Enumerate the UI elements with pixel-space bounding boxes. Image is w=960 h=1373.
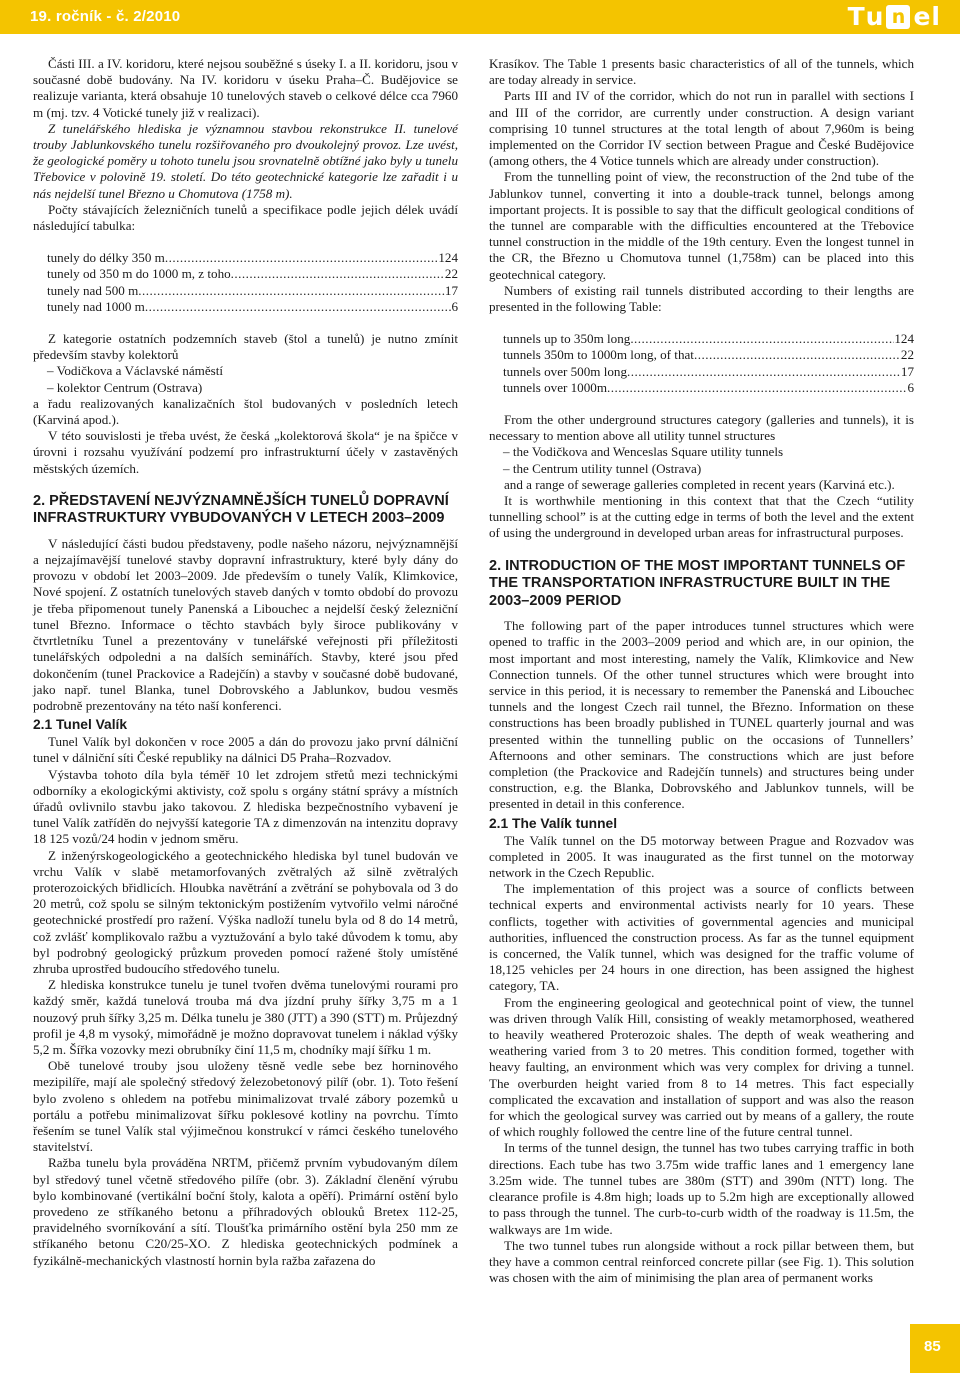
paragraph: Tunel Valík byl dokončen v roce 2005 a dán do provozu jako první dálniční tunel v dálniční síti České republiky na dálnici D5 Praha–Rozvadov. [33, 734, 458, 766]
paragraph: Z tunelářského hlediska je významnou stavbou rekonstrukce II. tunelové trouby Jablunkovského tunelu rozšiřovaného pro dvoukolejný provoz. Lze uvést, že geologické poměry u tohoto tunelu jsou srovnatelně obtížné jako byly u tunelu Třebovice v polovině 19. století. Do této geotechnické kategorie lze zařadit i u nás nejdelší tunel Březno u Chomutova (1758 m). [33, 120, 458, 201]
section-heading: 2. PŘEDSTAVENÍ NEJVÝZNAMNĚJŠÍCH TUNELŮ DOPRAVNÍ INFRASTRUKTURY VYBUDOVANÝCH V LETECH 2003–2009 [33, 492, 449, 527]
paragraph: Krasíkov. The Table 1 presents basic characteristics of all of the tunnels, which are today already in service. [489, 56, 914, 88]
paragraph: The two tunnel tubes run alongside without a rock pillar between them, but they have a common central reinforced concrete pillar (see Fig. 1). This solution was chosen with the aim of minimising the plan area of permanent works [489, 1237, 914, 1286]
table-row [47, 283, 458, 299]
paragraph: It is worthwhile mentioning in this context that that the Czech “utility tunnelling school” is at the cutting edge in terms of both the level and the extent of using the underground in developed urban areas for infrastructural purposes. [489, 493, 914, 541]
table-row [47, 299, 458, 315]
tunnel-count-table [47, 250, 458, 315]
table-label: tunely do délky 350 m [47, 250, 165, 266]
paragraph: Obě tunelové trouby jsou uloženy těsně vedle sebe bez horninového mezipilíře, mají ale společný středový železobetonový pilíř (obr. 1). Toto řešení bylo zvoleno s ohledem na potřebu minimalizovat trvalé zábory pozemků u portálu a potřebu minimalizovat šířku poklesové kotliny na povrchu. Tímto řešením se tunel Valík stal výjimečnou konstrukcí v rámci českého tunelového stavitelství. [33, 1058, 458, 1155]
table-row [503, 347, 914, 363]
page-header [0, 0, 960, 34]
table-value: 22 [444, 266, 458, 282]
list-item: – Vodičkova a Václavské náměstí [47, 363, 223, 379]
paragraph: Části III. a IV. koridoru, které nejsou souběžné s úseky I. a II. koridoru, jsou v současné době budovány. Na IV. koridoru v úseku Praha–Č. Budějovice se realizuje varianta, která obsahuje 10 tunelových staveb o celkové délce cca 7960 m (mj. tzv. 4 Votické tunely již v realizaci). [33, 56, 458, 120]
section-heading: 2. INTRODUCTION OF THE MOST IMPORTANT TUNNELS OF THE TRANSPORTATION INFRASTRUCTURE BUILT IN THE 2003–2009 PERIOD [489, 557, 906, 609]
czech-column [33, 56, 458, 1269]
paragraph: Numbers of existing rail tunnels distributed according to their lengths are presented in the following Table: [489, 282, 914, 315]
page-number: 85 [924, 1338, 941, 1355]
table-row [503, 380, 914, 396]
table-row [47, 250, 458, 266]
paragraph: The implementation of this project was a source of conflicts between technical experts and environmental activists nearly for 10 years. These conflicts, together with activities of governmental agencies and municipal authorities, influenced the construction process. As far as the tunnel equipment is concerned, the Valík tunnel, which was designed for the traffic volume of 18,125 vehicles per 24 hours in one direction, has been assigned the highest category, TA. [489, 881, 914, 994]
subsection-heading: 2.1 The Valík tunnel [489, 815, 618, 831]
table-label: tunely nad 500 m [47, 282, 139, 298]
issue-label: 19. ročník - č. 2/2010 [30, 8, 181, 25]
paragraph: Výstavba tohoto díla byla téměř 10 let zdrojem střetů mezi technickými odborníky a ekologickými aktivisty, což spolu s orgány státní správy a místních úřadů ovlivnilo stavbu jako takovou. Z hlediska bezpečnostního vybavení je tunel Valík zatříděn do nejvyšší kategorie TA z dimenzován na intenzitu dopravy 18 125 vozů/24 hodin v jednom směru. [33, 766, 458, 847]
paragraph: From the engineering geological and geotechnical point of view, the tunnel was driven through Valík Hill, consisting of weakly metamorphosed, weathered to heavily weathered Proterozoic shales. The depth of weak weathering and weathering varied from 3 to 20 metres. This condition formed, together with heavy faulting, an environment which was very complex for driving a tunnel. The overburden height varied from 8 to 14 metres. This fact especially complicated the excavation and installation of support and was also the reason for which the geological survey was carried out by means of a gallery, the route of which roughly followed the centre line of the future central tunnel. [489, 994, 914, 1140]
table-label: tunnels over 500m long [503, 363, 628, 379]
page-number-box [910, 1324, 960, 1373]
table-value: 6 [907, 379, 914, 395]
subsection-heading: 2.1 Tunel Valík [33, 717, 128, 733]
paragraph: The Valík tunnel on the D5 motorway between Prague and Rozvadov was completed in 2005. It was inaugurated as the first tunnel on the motorway network in the Czech Republic. [489, 832, 914, 881]
table-row [503, 331, 914, 347]
table-label: tunnels 350m to 1000m long, of that [503, 347, 694, 363]
logo-letter: T [847, 2, 865, 31]
paragraph: From the other underground structures category (galleries and tunnels), it is necessary to mention above all utility tunnel structures [489, 412, 914, 444]
table-value: 17 [900, 363, 914, 379]
tunnel-count-table [503, 331, 914, 396]
table-value: 124 [438, 250, 458, 266]
table-row [503, 364, 914, 380]
logo-letter: l [931, 2, 940, 31]
tunel-logo [848, 3, 940, 31]
paragraph: From the tunnelling point of view, the reconstruction of the 2nd tube of the Jablunkov tunnel, converting it into a double-track tunnel, belongs among important projects. It is possible to say that the difficult geological conditions of the tunnel are comparable with the difficulties encountered at the Třebovice tunnel construction in the middle of the 19th century. Even the longest tunnel in the CR, the Březno u Chomutova tunnel (1,758m) can be placed into this geotechnical category. [489, 169, 914, 282]
english-column [489, 56, 914, 1286]
paragraph: Z hlediska konstrukce tunelu je tunel tvořen dvěma tunelovými rourami pro každý směr, každá tunelová trouba má dva jízdní pruhy šířky 3,75 m a 1 nouzový pruh šířky 3,25 m. Délka tunelu je 380 (JTT) a 390 (STT) m. Průjezdný profil je 4,8 m vysoký, mimořádně je možno dopravovat tunelem i náklad výšky 5,2 m. Šířka vozovky mezi obrubníky činí 11,5 m, chodníky mají šířku 1 m. [33, 977, 458, 1057]
list-item: – the Vodičkova and Wenceslas Square utility tunnels [503, 444, 784, 460]
table-label: tunnels over 1000m [503, 379, 608, 395]
paragraph: Parts III and IV of the corridor, which do not run in parallel with sections I and III of the corridor, are currently under construction. A design variant comprising 10 tunnel structures at the total length of about 7,960m is being implemented on the Corridor IV section between Prague and České Budějovice (among others, the 4 Votice tunnels which are already under construction). [489, 88, 914, 169]
list-item: – kolektor Centrum (Ostrava) [47, 379, 203, 395]
table-value: 17 [444, 282, 458, 298]
table-label: tunely od 350 m do 1000 m, z toho [47, 266, 231, 282]
paragraph: V následující části budou představeny, podle našeho názoru, nejvýznamnější a nejzajímavější tunelové stavby dopravní infrastruktury, které byly dány do provozu v období let 2003–2009. Jde především o tunely Valík, Klimkovice, Nové spojení. Z ostatních tunelových staveb daných v tomto období do provozu je třeba připomenout tunely Panenská a Libouchec a nejdelší český železniční tunel Březno. Informace o těchto stavbách byly široce publikovány v čtvrtletníku Tunel a prezentovány v tunelářské veřejnosti při příležitosti tunelářských odpoledni a na dalších seminářích. Stavby, které jsou před dokončením (tunel Prackovice a Radejčín) a stavby v současné době budované, jako např. tunel Blanka, tunel Dobrovského a Jablunkov, budou vesměs podrobně prezentovány na této naší konferenci. [33, 535, 458, 713]
logo-letter: u [865, 2, 884, 31]
table-label: tunnels up to 350m long [503, 331, 631, 347]
paragraph: a řadu realizovaných kanalizačních štol budovaných v posledních letech (Karviná apod.). [33, 395, 458, 428]
table-value: 124 [894, 331, 914, 347]
paragraph: The following part of the paper introduces tunnel structures which were opened to traffic in the 2003–2009 period and which are, in our opinion, the most important and most interesting, namely the Valík, Klimkovice and New Connection tunnels. Of the other tunnel structures which were brought into service in this period, it is necessary to remember the Panenská and Libouchec tunnels and the longest Czech rail tunnel, the Březno. Information on these constructions has been broadly published in TUNEL quarterly journal and was presented within the tunnelling public on the occasions of Tunnellers’ Afternoons and other seminars. The constructions which are just before completion (the Prackovice and Radejčín tunnels) and structures being under construction, e.g. the Blanka, Dobrovského and Jablunkov tunnels, will be presented in detail in this conference. [489, 618, 914, 812]
paragraph: Počty stávajících železničních tunelů a specifikace podle jejich délek uvádí následující tabulka: [33, 201, 458, 234]
paragraph: and a range of sewerage galleries completed in recent years (Karviná etc.). [504, 476, 895, 492]
logo-letter: e [913, 2, 931, 31]
paragraph: In terms of the tunnel design, the tunnel has two tubes carrying traffic in both directions. Each tube has two 3.75m wide traffic lanes and 1 emergency lane 3.25m wide. The tunnel tubes are 380m (STT) and 390m (NTT) long. The clearance profile is 4.8m high; loads up to 5.2m high are exceptionally allowed to pass through the tunnel. The curb-to-curb width of the roadway is 11.5m, the walkways are 1m wide. [489, 1140, 914, 1237]
paragraph: Z kategorie ostatních podzemních staveb (štol a tunelů) je nutno zmínit především stavby kolektorů [33, 331, 458, 363]
table-value: 6 [451, 298, 458, 314]
table-value: 22 [900, 347, 914, 363]
list-item: – the Centrum utility tunnel (Ostrava) [503, 460, 702, 476]
logo-letter-boxed: n [886, 5, 910, 29]
paragraph: V této souvislosti je třeba uvést, že česká „kolektorová škola“ je na špičce v úrovni i rozsahu využívání podzemí pro infrastrukturní účely v zastavěných městských územích. [33, 428, 458, 476]
table-label: tunely nad 1000 m [47, 298, 145, 314]
paragraph: Ražba tunelu byla prováděna NRTM, přičemž prvním vybudovaným dílem byl středový tunel včetně středového pilíře (obr. 3). Základní členění výrubu bylo kombinované (vertikální boční štoly, kalota a opěří). Primární ostění bylo provedeno ze stříkaného betonu a příhradových oblouků Bretex 112-25, pravidelného svorníkování a sítí. Tloušťka primárního ostění byla 250 mm ze stříkaného betonu C20/25-XO. Z hlediska geotechnických podmínek a fyzikálně-mechanických vlastností hornin byla ražba zařazena do [33, 1155, 458, 1268]
paragraph: Z inženýrskogeologického a geotechnického hlediska byl tunel budován ve vrchu Valík v slabě metamorfovaných zvětralých až silně zvětralých proterozoických břidlicích. Hloubka navětrání a zvětrání se pohybovala od 3 do 20 metrů, což spolu se silným tektonickým postižením vytvořilo velmi náročné geotechnické prostředí pro ražení. Výška nadloží tunelu byla od 8 do 14 metrů, což zvlášť komplikovalo ražbu a vyztužování a bylo také důvodem k tomu, aby byl podrobný geologický průzkum proveden pomocí ražené štoly umístěné zhruba uprostřed budoucího středového tunelu. [33, 847, 458, 976]
table-row [47, 266, 458, 282]
